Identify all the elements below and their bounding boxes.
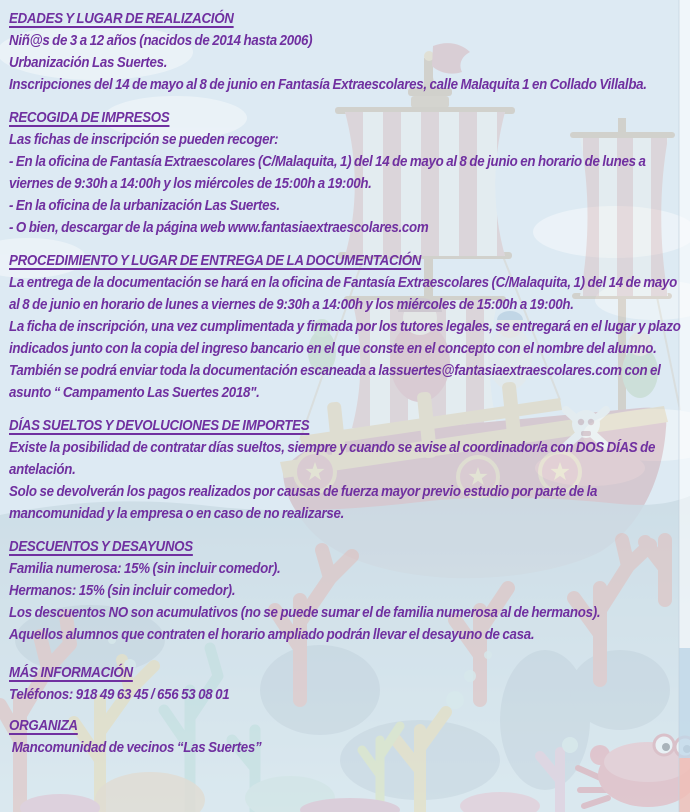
paragraph: También se podrá enviar toda la documentación escaneada a lassuertes@fantasiaextraescolares.com con el asunto “ Campamento Las Suertes 2018". bbox=[9, 362, 664, 401]
paragraph: Familia numerosa: 15% (sin incluir comedor). bbox=[9, 560, 281, 577]
section-procedimiento bbox=[9, 250, 685, 404]
section-edades bbox=[9, 8, 685, 96]
paragraph: La ficha de inscripción, una vez cumplimentada y firmada por los tutores legales, se entregará en el lugar y plazo indicados junto con la copia del ingreso bancario en el que conste en el concepto con el nombre del alumno. bbox=[9, 318, 684, 357]
section-heading: PROCEDIMIENTO Y LUGAR DE ENTREGA DE LA DOCUMENTACIÓN bbox=[9, 252, 422, 269]
section-organiza bbox=[9, 715, 685, 759]
section-heading: EDADES Y LUGAR DE REALIZACIÓN bbox=[9, 10, 234, 27]
section-mas-informacion bbox=[9, 662, 685, 706]
section-heading: RECOGIDA DE IMPRESOS bbox=[9, 109, 170, 126]
paragraph: Urbanización Las Suertes. bbox=[9, 54, 168, 71]
section-recogida bbox=[9, 107, 685, 239]
paragraph: Aquellos alumnos que contraten el horario ampliado podrán llevar el desayuno de casa. bbox=[9, 626, 535, 643]
paragraph: Solo se devolverán los pagos realizados por causas de fuerza mayor previo estudio por parte de la mancomunidad y la empresa o en caso de no realizarse. bbox=[9, 483, 600, 522]
paragraph: Las fichas de inscripción se pueden recoger: bbox=[9, 131, 279, 148]
section-heading: DESCUENTOS Y DESAYUNOS bbox=[9, 538, 193, 555]
paragraph: Niñ@s de 3 a 12 años (nacidos de 2014 hasta 2006) bbox=[9, 32, 313, 49]
paragraph: Existe la posibilidad de contratar días sueltos, siempre y cuando se avise al coordinador/a con DOS DÍAS de antelación. bbox=[9, 439, 658, 478]
paragraph: Hermanos: 15% (sin incluir comedor). bbox=[9, 582, 236, 599]
flyer-text bbox=[9, 8, 685, 770]
paragraph: Inscripciones del 14 de mayo al 8 de junio en Fantasía Extraescolares, calle Malaquita 1 en Collado Villalba. bbox=[9, 76, 647, 93]
section-heading: MÁS INFORMACIÓN bbox=[9, 664, 133, 681]
paragraph: Mancomunidad de vecinos “Las Suertes” bbox=[9, 739, 262, 756]
paragraph: Los descuentos NO son acumulativos (no se puede sumar el de familia numerosa al de hermanos). bbox=[9, 604, 601, 621]
paragraph: La entrega de la documentación se hará en la oficina de Fantasía Extraescolares (C/Malaquita, 1) del 14 de mayo al 8 de junio en horario de lunes a viernes de 9:30h a 14:00h y los miércoles de 15:00h a 19:00h. bbox=[9, 274, 680, 313]
paragraph: - En la oficina de Fantasía Extraescolares (C/Malaquita, 1) del 14 de mayo al 8 de junio en horario de lunes a viernes de 9:30h a 14:00h y los miércoles de 15:00h a 19:00h. bbox=[9, 153, 649, 192]
section-heading: DÍAS SUELTOS Y DEVOLUCIONES DE IMPORTES bbox=[9, 417, 310, 434]
paragraph: Teléfonos: 918 49 63 45 / 656 53 08 01 bbox=[9, 686, 230, 703]
section-dias-sueltos bbox=[9, 415, 685, 525]
section-descuentos bbox=[9, 536, 685, 646]
paragraph: - En la oficina de la urbanización Las Suertes. bbox=[9, 197, 280, 214]
paragraph: - O bien, descargar de la página web www.fantasiaextraescolares.com bbox=[9, 219, 429, 236]
section-heading: ORGANIZA bbox=[9, 717, 78, 734]
